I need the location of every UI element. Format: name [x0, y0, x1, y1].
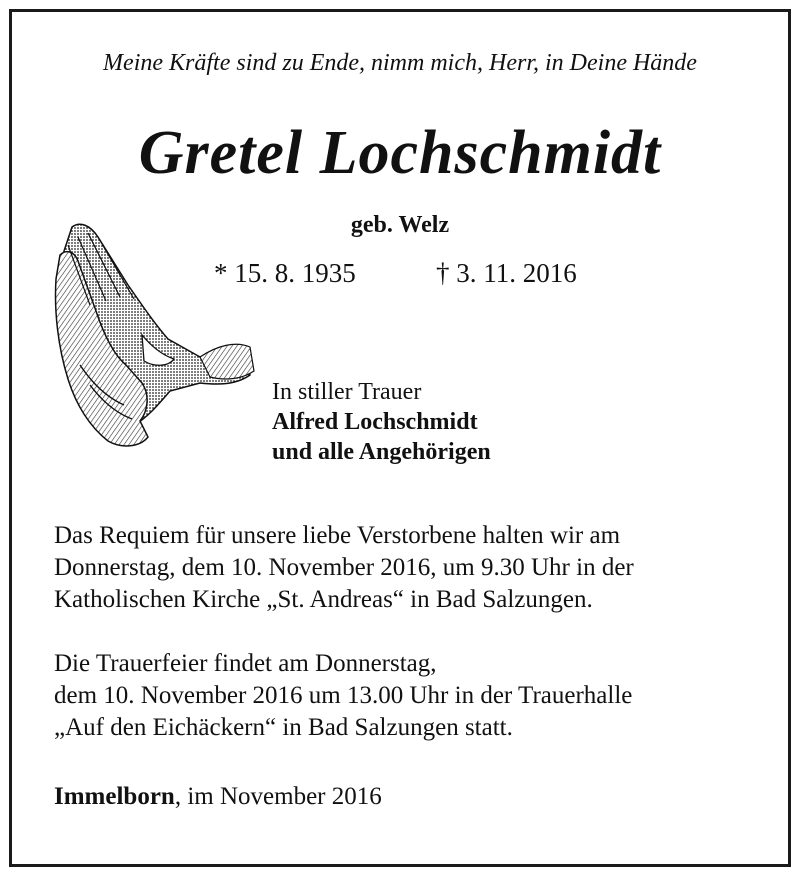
praying-hands-icon: [50, 215, 255, 455]
requiem-line: Katholischen Kirche „St. Andreas“ in Bad Salzungen.: [54, 586, 593, 613]
funeral-line: „Auf den Eichäckern“ in Bad Salzungen statt.: [54, 714, 513, 741]
birth-date: * 15. 8. 1935: [214, 258, 356, 288]
birth-name: geb. Welz: [350, 212, 450, 238]
requiem-line: Donnerstag, dem 10. November 2016, um 9.30 Uhr in der: [54, 554, 634, 581]
closing-line: [54, 783, 382, 811]
mourning-intro: In stiller Trauer: [272, 379, 422, 405]
closing-date: , im November 2016: [174, 783, 382, 810]
deceased-name: Gretel Lochschmidt: [138, 119, 662, 187]
mourners-block: [272, 377, 491, 467]
mourner-name: Alfred Lochschmidt: [272, 409, 478, 435]
funeral-line: dem 10. November 2016 um 13.00 Uhr in der Trauerhalle: [54, 682, 633, 709]
requiem-line: Das Requiem für unsere liebe Verstorbene halten wir am: [54, 522, 621, 549]
mourner-family: und alle Angehörigen: [272, 439, 491, 465]
motto: Meine Kräfte sind zu Ende, nimm mich, Herr, in Deine Hände: [103, 50, 697, 76]
death-date: † 3. 11. 2016: [436, 258, 577, 288]
closing-place: Immelborn: [54, 783, 175, 810]
requiem-paragraph: [54, 520, 634, 616]
funeral-line: Die Trauerfeier findet am Donnerstag,: [54, 650, 437, 677]
funeral-paragraph: [54, 648, 632, 744]
